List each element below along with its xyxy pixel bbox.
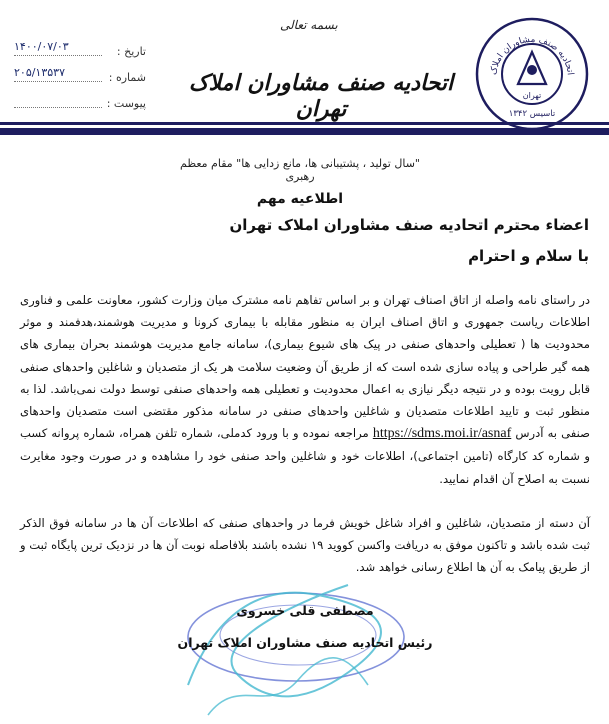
logo-dot-icon (527, 65, 537, 75)
logo-founded: تاسیس ۱۳۴۲ (508, 109, 556, 119)
signer-name: مصطفی قلی خسروی (236, 603, 374, 618)
body-paragraph-2: آن دسته از متصدیان، شاغلین و افراد شاغل خویش فرما در واحدهای صنفی که اطلاعات آن ها در سامانه فوق الذکر ثبت شده باشد و تاکنون موفق به دریافت واکسن کووید ۱۹ نشده باشند بلافاصله نوبت آن ها در نزدیک ترین پایگاه ثبت و از طریق پیامک به آن ها اطلاع رسانی خواهد شد. (20, 516, 590, 575)
number-value: ۲۰۵/۱۳۵۳۷ (14, 66, 65, 79)
date-underline (14, 55, 102, 56)
notice-title: اطلاعیه مهم (256, 191, 344, 207)
body-paragraph-1 (20, 289, 590, 490)
registration-url-link[interactable]: https://sdms.moi.ir/asnaf (372, 426, 512, 442)
signer-title: رئیس اتحادیه صنف مشاوران املاک تهران (177, 635, 433, 650)
header-rule-thin (0, 122, 609, 125)
number-underline (14, 81, 102, 82)
date-value: ۱۴۰۰/۰۷/۰۳ (14, 40, 69, 53)
recipients-line: اعضاء محترم اتحادیه صنف مشاوران املاک تهران (229, 216, 589, 234)
bismillah-heading: بسمه تعالی (280, 18, 338, 32)
year-slogan: "سال تولید ، پشتیبانی ها، مانع زدایی ها" مقام معظم رهبری (180, 157, 420, 183)
union-title: اتحادیه صنف مشاوران املاک تهران (188, 70, 454, 122)
attachment-underline (14, 107, 102, 108)
logo-ring-text: اتحادیه صنف مشاوران املاک (489, 34, 575, 76)
paragraph-1-text-b: مراجعه نموده و با ورود کدملی، شماره تلفن همراه، شماره پروانه کسب و شماره کد کارگاه (تامین اجتماعی)، اطلاعات خود و شاغلین واحد صنفی خود را مشاهده و در صورت وجود مغایرت نسبت به اصلاح آن اقدام نمایید. (20, 426, 590, 486)
letter-meta-labels (96, 39, 146, 117)
number-label: شماره : (108, 71, 146, 84)
union-logo (474, 16, 590, 132)
date-label: تاریخ : (116, 45, 146, 58)
paragraph-1-text-a: در راستای نامه واصله از اتاق اصناف تهران و بر اساس تفاهم نامه مشترک میان وزارت کشور، معاونت علمی و فناوری اطلاعات ریاست جمهوری و اتاق اصناف ایران به منظور مقابله با بیماری کرونا و مدیریت هوشمند،هدفمند و موثر محدودیت ها ( تعطیلی واحدهای صنفی در پیک های شیوع بیماری)، سامانه جامع مدیریت هوشمند بحران بیماری های همه گیر طراحی و پیاده سازی شده است که از طریق آن وضعیت سلامت هر یک از متصدیان و شاغلین واحدهای صنفی قابل رویت بوده و در نتیجه دیگر نیازی به اعمال محدودیت و تعطیلی همه واحدهای صنفی توسط دولت نمی‌باشد. لذا به منظور ثبت و تایید اطلاعات متصدیان و شاغلین واحدهای صنفی در سامانه مذکور مقتضی است متصدیان واحدهای صنفی به آدرس (20, 293, 590, 441)
header-rule-thick (0, 128, 609, 135)
greeting-line: با سلام و احترام (468, 247, 589, 265)
letter-meta-values (14, 34, 98, 86)
logo-city: تهران (522, 91, 542, 100)
attachment-label: پیوست : (106, 97, 146, 110)
